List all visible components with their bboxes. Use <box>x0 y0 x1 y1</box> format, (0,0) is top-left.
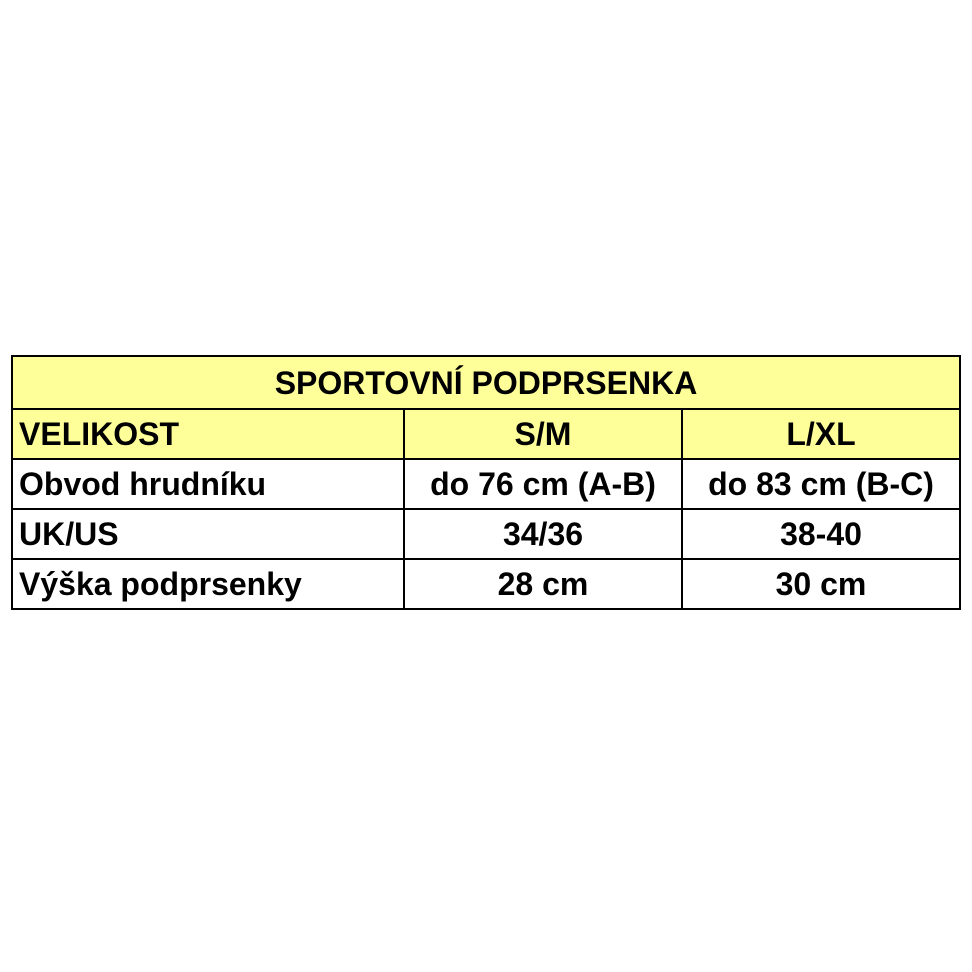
cell-chest-lxl: do 83 cm (B-C) <box>682 459 960 509</box>
cell-chest-sm: do 76 cm (A-B) <box>404 459 682 509</box>
size-header-label: VELIKOST <box>12 409 404 459</box>
row-label-chest: Obvod hrudníku <box>12 459 404 509</box>
table-row <box>12 459 960 509</box>
table-row <box>12 509 960 559</box>
row-label-height: Výška podprsenky <box>12 559 404 609</box>
cell-ukus-lxl: 38-40 <box>682 509 960 559</box>
table-title-row <box>12 356 960 409</box>
size-header-lxl: L/XL <box>682 409 960 459</box>
table-title: SPORTOVNÍ PODPRSENKA <box>12 356 960 409</box>
table-header-row <box>12 409 960 459</box>
row-label-ukus: UK/US <box>12 509 404 559</box>
table-row <box>12 559 960 609</box>
size-chart-table <box>11 355 961 610</box>
cell-height-sm: 28 cm <box>404 559 682 609</box>
cell-ukus-sm: 34/36 <box>404 509 682 559</box>
size-header-sm: S/M <box>404 409 682 459</box>
cell-height-lxl: 30 cm <box>682 559 960 609</box>
